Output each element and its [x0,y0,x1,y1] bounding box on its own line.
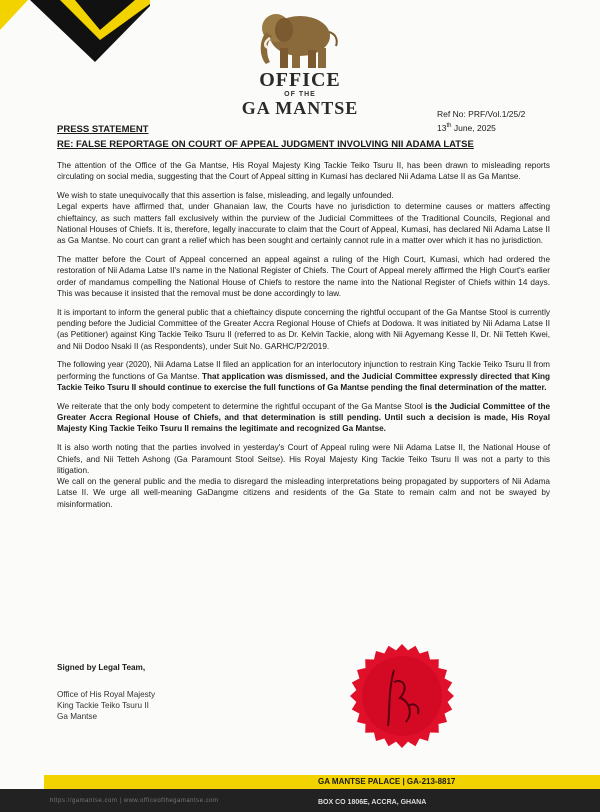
signatory-line-2: King Tackie Teiko Tsuru II [57,701,149,710]
signatory-line-3: Ga Mantse [57,712,98,721]
footer-address-2: BOX CO 1806E, ACCRA, GHANA [318,799,427,806]
footer-website: https://gamantse.com | www.officeofthegamantse.com [50,798,219,804]
red-seal-icon [348,642,456,750]
paragraph-7-text: We reiterate that the only body competent to determine the rightful occupant of the Ga Mantse Stool [57,401,426,411]
corner-decoration [0,0,150,70]
signed-by: Signed by Legal Team, [57,663,146,672]
document-date [437,120,525,134]
office-title-line3: GA MANTSE [241,98,359,118]
paragraph-6-text: The following year (2020), Nii Adama Latse II filed an application for an interlocutory injunction to restrain King Tackie Teiko Tsuru II from performing the functions of Ga Mantse. [57,360,550,381]
press-statement-heading: PRESS STATEMENT [57,124,149,135]
footer-address-1: GA MANTSE PALACE | GA-213-8817 [318,777,456,786]
paragraph-6 [57,359,550,393]
paragraph-7 [57,401,550,435]
reference-number: Ref No: PRF/Vol.1/25/2 [437,109,526,119]
paragraph-4: The matter before the Court of Appeal concerned an appeal against a ruling of the High Court, Kumasi, which had ordered the restoration of Nii Adama Latse II's name in the National Register of Chiefs. The Court of Appeal merely affirmed the High Court's earlier order of mandamus compelling the National House of Chiefs to restore the name into the National Register of Chiefs within 14 days. This was because it insisted that the removal must be done accordingly to law. [57,255,550,298]
paragraph-3: Legal experts have affirmed that, under Ghanaian law, the Courts have no jurisdiction to determine causes or matters affecting chieftaincy, as such matters fall exclusively within the purview of the Judicial Committees of the Traditional Councils, Regional and National Houses of Chiefs. It is, therefore, legally inaccurate to claim that the Court of Appeal, Kumasi, has declared Nii Adama Latse II as Ga Mantse. No court can grant a relief which has been sought and certainly cannot rule in a matter over which it has no jurisdiction. [57,202,550,246]
paragraph-1: The attention of the Office of the Ga Mantse, His Royal Majesty King Tackie Teiko Tsuru II, has been drawn to misleading reports circulating on social media, suggesting that the Court of Appeal sitting in Kumasi has declared Nii Adama Latse II as Ga Mantse. [57,161,550,182]
date-month-year: June, 2025 [451,122,496,133]
paragraph-9: We call on the general public and the media to disregard the misleading interpretations being propagated by supporters of Nii Adama Latse II. We urge all well-meaning GaDangme citizens and residents of the Ga State to remain calm and not be swayed by misinformation. [57,477,550,509]
paragraph-2: We wish to state unequivocally that this assertion is false, misleading, and legally unfounded. [57,191,394,201]
office-title-line2: OF THE [284,91,316,98]
paragraph-5: It is important to inform the general public that a chieftaincy dispute concerning the rightful occupant of the Ga Mantse Stool is currently pending before the Judicial Committee of the Greater Accra Regional House of Chiefs at Dodowa. It was initiated by Nii Adama Latse II (as Petitioner) against King Tackie Teiko Tsuru II (referred to as Dr. Kelvin Tackie, along with Nii Agyemang Kesse II, Dr. Nii Tetteh Kwei, and Nii Dodoo Nsaki II (as Respondents), under Suit No. GARHC/P2/2019. [57,307,550,351]
reference-block [437,108,525,134]
office-title-line1: OFFICE [259,69,341,91]
paragraph-8: It is also worth noting that the parties involved in yesterday's Court of Appeal ruling were Nii Adama Latse II, the National House of Chiefs, and Nii Tetteh Ashong (Ga Paramount Stool Seitse). His Royal Majesty King Tackie Teiko Tsuru II was not a party to this litigation. [57,443,550,475]
date-suffix: th [446,123,452,129]
elephant-icon [252,2,348,72]
paragraph-7-bold: is the Judicial Committee of the Greater Accra Regional House of Chiefs, and that determination is still pending. Until such a decision is made, His Royal Majesty King Tackie Teiko Tsuru II remains the legitimate and recognized Ga Mantse. [57,401,551,434]
signature-block [57,662,155,722]
date-day: 13 [437,122,447,133]
paragraph-6-bold: That application was dismissed, and the Judicial Committee expressly directed that King Tackie Teiko Tsuru II should continue to exercise the full functions of Ga Mantse pending the final determination of the matter. [57,371,550,393]
statement-body [57,160,550,518]
subject-line: RE: FALSE REPORTAGE ON COURT OF APPEAL JUDGMENT INVOLVING NII ADAMA LATSE [57,139,474,150]
signatory-line-1: Office of His Royal Majesty [57,690,156,699]
office-logo [240,2,360,117]
